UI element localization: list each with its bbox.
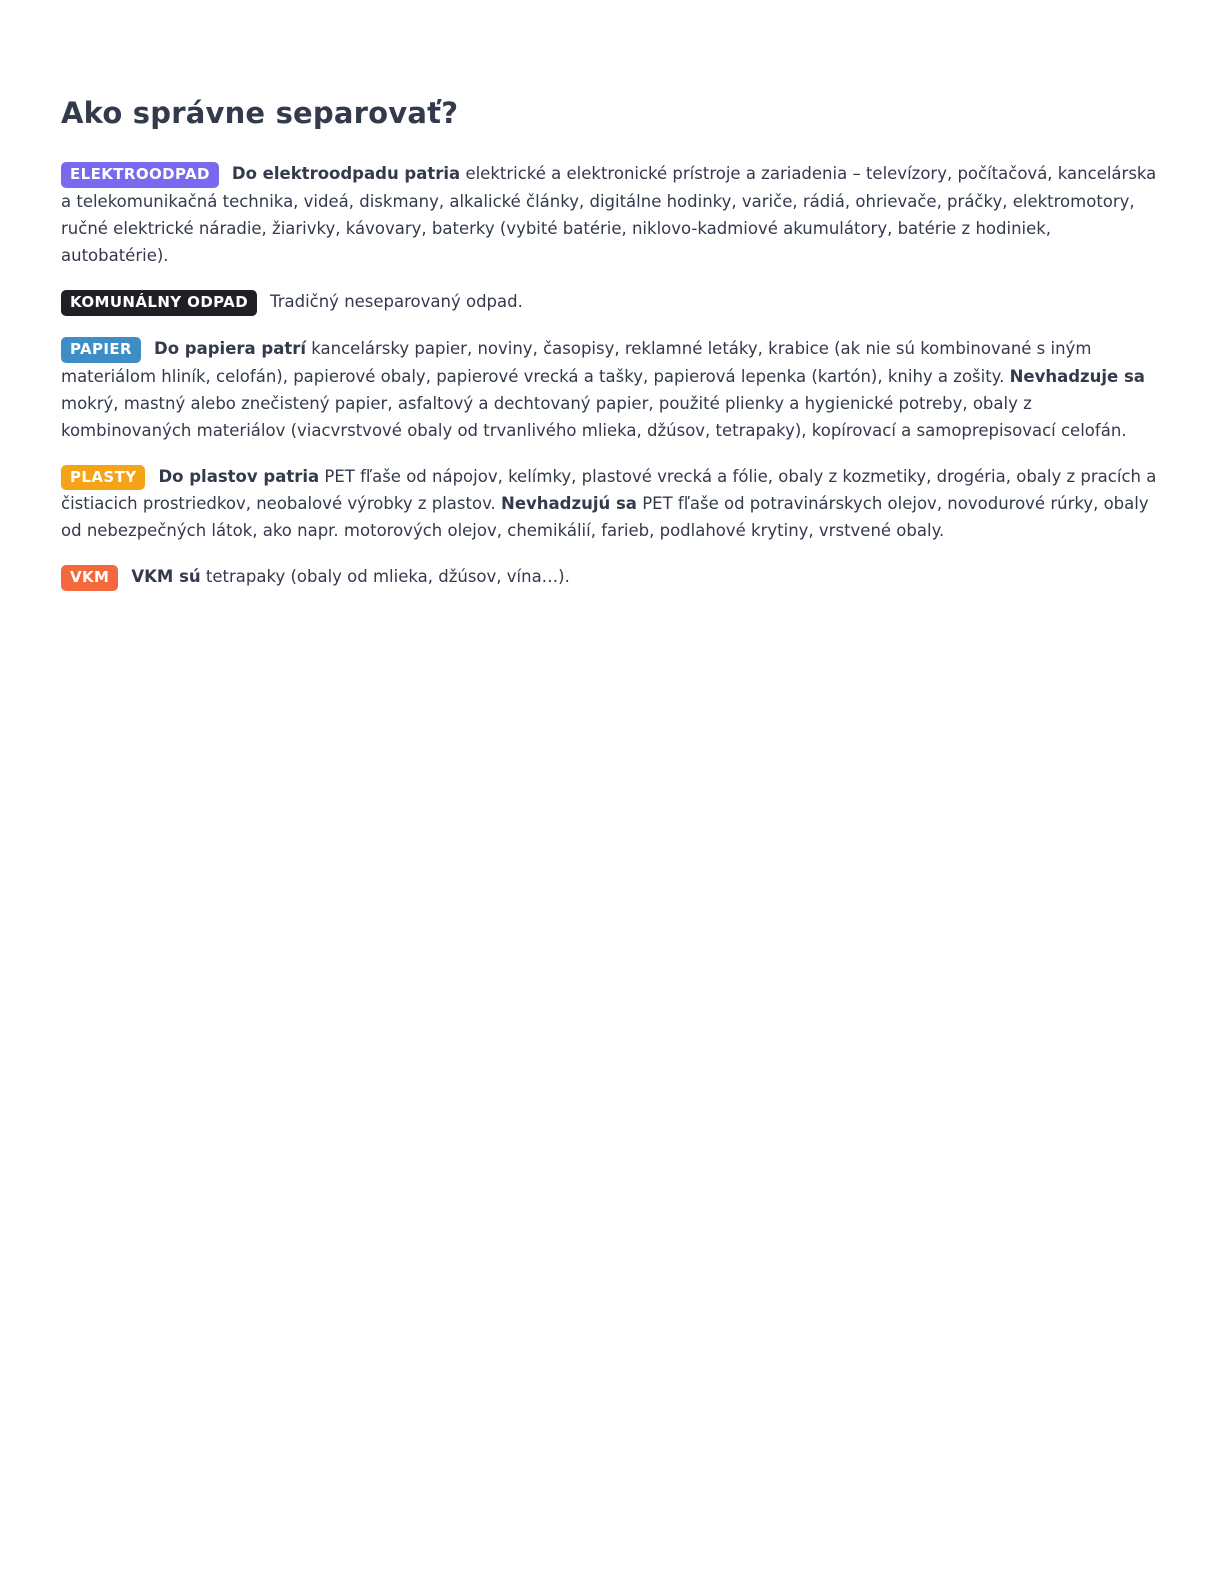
section-text-run: PET fľaše od nápojov, kelímky, plastové vrecká a fólie, obaly z kozmetiky, drogéria, obaly z pracích a čistiacich prostriedkov, neobalové výrobky z plastov. (61, 466, 1157, 514)
section-text-bold-run: Do plastov patria (158, 466, 320, 486)
section-text (270, 292, 523, 311)
section-text-bold-run: VKM sú (131, 567, 201, 587)
category-badge: KOMUNÁLNY ODPAD (61, 290, 257, 316)
section-text-run: tetrapaky (obaly od mlieka, džúsov, vína…). (200, 567, 570, 587)
sections-container (61, 160, 1163, 591)
section-text-bold-run: Nevhadzujú sa (501, 494, 637, 514)
section-text-bold-run: Nevhadzuje sa (1009, 366, 1145, 386)
section-text-bold-run: Do papiera patrí (154, 338, 307, 358)
waste-section (61, 288, 1163, 316)
section-text (61, 164, 1156, 265)
waste-section (61, 463, 1163, 545)
page-title: Ako správne separovať? (61, 96, 459, 130)
section-text-bold-run: Do elektroodpadu patria (231, 164, 461, 184)
section-text-run: kancelársky papier, noviny, časopisy, reklamné letáky, krabice (ak nie sú kombinované s iným materiálom hliník, celofán), papierové obaly, papierové vrecká a tašky, papierová lepenka (kartón), knihy a zošity. (61, 338, 1092, 386)
section-text (61, 339, 1145, 440)
category-badge: PAPIER (61, 337, 141, 363)
section-text-run: elektrické a elektronické prístroje a zariadenia – televízory, počítačová, kancelárska a telekomunikačná technika, videá, diskmany, alkalické články, digitálne hodinky, variče, rádiá, ohrievače, práčky, elektromotory, ručné elektrické náradie, žiarivky, kávovary, baterky (vybité batérie, niklovo-kadmiové akumulátory, batérie z hodiniek, autobatérie). (61, 164, 1157, 266)
section-text-run: PET fľaše od potravinárskych olejov, novodurové rúrky, obaly od nebezpečných látok, ako napr. motorových olejov, chemikálií, farieb, podlahové krytiny, vrstvené obaly. (61, 494, 1149, 541)
category-badge: PLASTY (61, 465, 145, 491)
section-text (61, 467, 1156, 541)
section-text-run: Tradičný neseparovaný odpad. (270, 292, 523, 312)
waste-section (61, 563, 1163, 591)
waste-section (61, 335, 1163, 444)
section-text (131, 567, 570, 586)
section-text-run: mokrý, mastný alebo znečistený papier, asfaltový a dechtovaný papier, použité plienky a hygienické potreby, obaly z kombinovaných materiálov (viacvrstvové obaly od trvanlivého mlieka, džúsov, tetrapaky), kopírovací a samoprepisovací celofán. (61, 393, 1127, 440)
category-badge: ELEKTROODPAD (61, 162, 219, 188)
waste-section (61, 160, 1163, 269)
category-badge: VKM (61, 565, 118, 591)
